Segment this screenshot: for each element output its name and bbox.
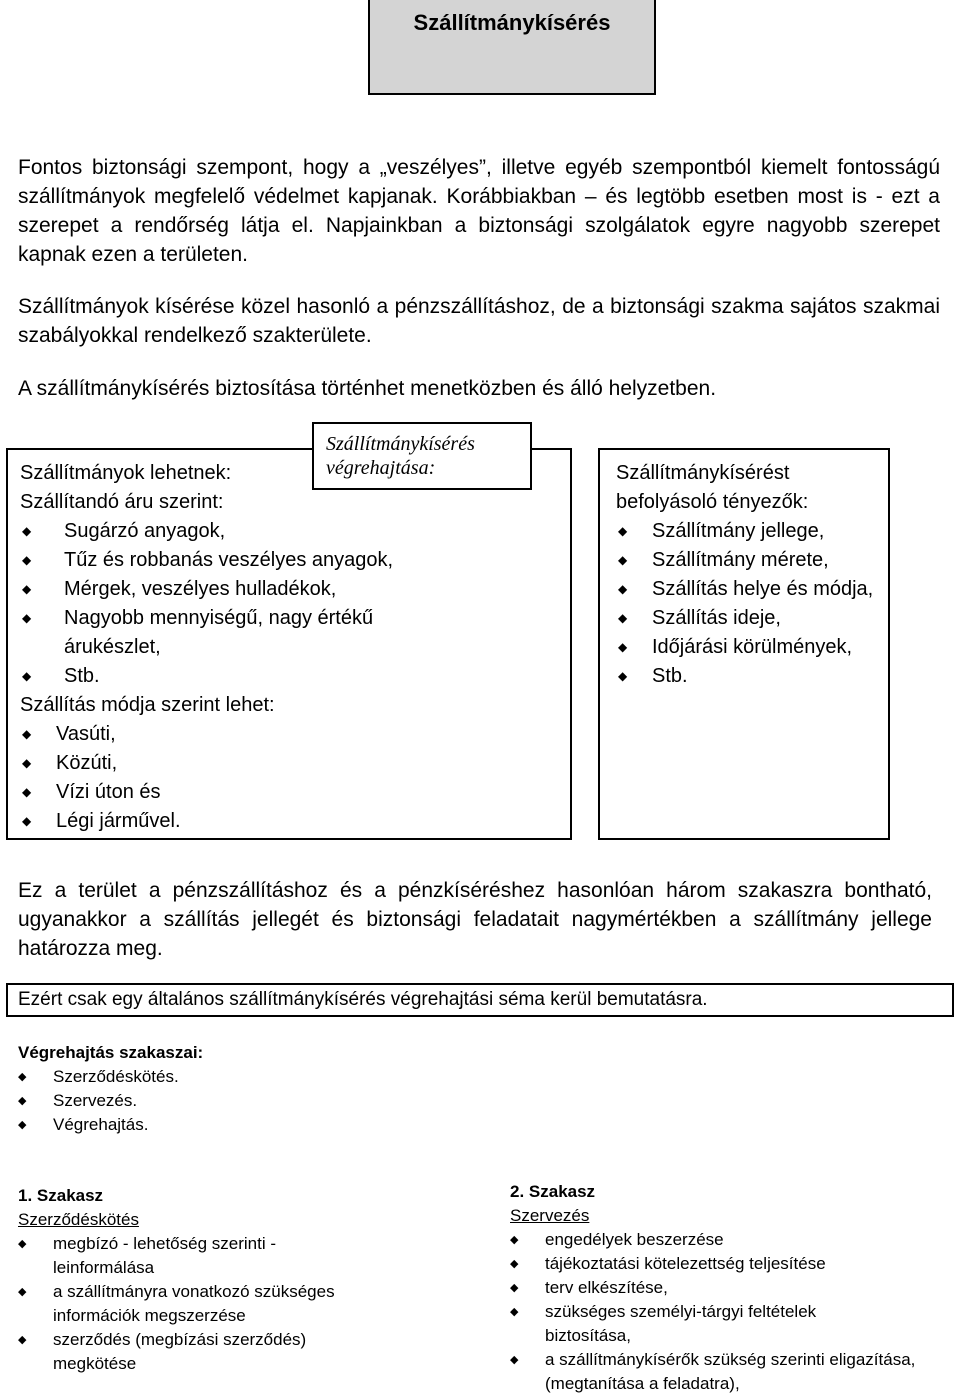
list-item: ◆ Nagyobb mennyiségű, nagy értékű árukészlet,	[20, 604, 464, 662]
list-item: ◆ Szállítmány mérete,	[616, 546, 878, 575]
boxed-note: Ezért csak egy általános szállítmánykísérés végrehajtási séma kerül bemutatásra.	[6, 983, 954, 1017]
intro-paragraph-2: Szállítmányok kísérése közel hasonló a pénzszállításhoz, de a biztonsági szakma sajátos szakmai szabályokkal rendelkező szakterülete.	[18, 295, 940, 347]
list-item: ◆ Stb.	[20, 662, 570, 691]
execution-label-box	[312, 422, 532, 490]
left-box-subheading-mode: Szállítás módja szerint lehet:	[20, 694, 275, 716]
list-item: ◆ Szállítás helye és módja,	[616, 575, 878, 604]
page-title: Szállítmánykísérés	[413, 10, 611, 35]
list-item: ◆ Légi járművel.	[20, 807, 570, 836]
left-box-subheading-goods: Szállítandó áru szerint:	[20, 491, 224, 513]
list-item: ◆ engedélyek beszerzése	[510, 1228, 950, 1252]
list-item: ◆ Végrehajtás.	[18, 1113, 203, 1137]
phases-block	[18, 1041, 203, 1137]
stage-2-title: 2. Szakasz	[510, 1182, 596, 1201]
list-item: ◆ tájékoztatási kötelezettség teljesítése	[510, 1252, 950, 1276]
stage-1-block	[18, 1184, 438, 1376]
list-item: ◆ szerződés (megbízási szerződés) megkötése	[18, 1328, 383, 1376]
list-item: ◆ Közúti,	[20, 749, 570, 778]
list-item: ◆ Vasúti,	[20, 720, 570, 749]
list-item: ◆ Vízi úton és	[20, 778, 570, 807]
list-item: ◆ Szállítmány jellege,	[616, 517, 878, 546]
transport-types-box	[6, 448, 572, 840]
stage-1-title: 1. Szakasz	[18, 1186, 104, 1205]
list-item: ◆ Szervezés.	[18, 1089, 203, 1113]
stage-2-subtitle: Szervezés	[510, 1206, 590, 1225]
list-item: ◆ Sugárzó anyagok,	[20, 517, 570, 546]
list-item: ◆ Mérgek, veszélyes hulladékok,	[20, 575, 570, 604]
list-item: ◆ szükséges személyi-tárgyi feltételek biztosítása,	[510, 1300, 885, 1348]
list-item: ◆ Szerződéskötés.	[18, 1065, 203, 1089]
list-item: ◆ a szállítmányra vonatkozó szükséges információk megszerzése	[18, 1280, 413, 1328]
execution-label-line1: Szállítmánykísérés	[326, 433, 475, 455]
execution-label-line2: végrehajtása:	[326, 457, 436, 479]
factors-box	[598, 448, 890, 840]
left-box-heading: Szállítmányok lehetnek:	[20, 462, 232, 484]
phases-heading: Végrehajtás szakaszai:	[18, 1043, 204, 1062]
list-item: ◆ terv elkészítése,	[510, 1276, 950, 1300]
intro-paragraph-1: Fontos biztonsági szempont, hogy a „veszélyes”, illetve egyéb szempontból kiemelt fontosságú szállítmányok megfelelő védelmet kapjanak. Korábbiakban – és legtöbb esetben most is - ezt a szerepet a rendőrség látja el. Napjainkban a biztonsági szolgálatok egyre nagyobb szerepet kapnak ezen a területen.	[18, 156, 940, 266]
right-box-heading: Szállítmánykísérést befolyásoló tényezők:	[616, 462, 809, 513]
middle-paragraph: Ez a terület a pénzszállításhoz és a pénzkíséréshez hasonlóan három szakaszra bontható, ugyanakkor a szállítás jellegét és biztonsági feladatait nagymértékben a szállítmány jellege határozza meg.	[18, 879, 932, 960]
list-item: ◆ Szállítás ideje,	[616, 604, 878, 633]
list-item: ◆ a szállítmánykísérők szükség szerinti eligazítása, (megtanítása a feladatra),	[510, 1348, 925, 1396]
intro-paragraph-3: A szállítmánykísérés biztosítása történhet menetközben és álló helyzetben.	[18, 377, 717, 400]
list-item: ◆ megbízó - lehetőség szerinti - leinformálása	[18, 1232, 343, 1280]
title-box	[368, 0, 656, 95]
stage-2-block	[510, 1180, 950, 1396]
list-item: ◆ Stb.	[616, 662, 878, 691]
stage-1-subtitle: Szerződéskötés	[18, 1210, 139, 1229]
list-item: ◆ Tűz és robbanás veszélyes anyagok,	[20, 546, 570, 575]
list-item: ◆ Időjárási körülmények,	[616, 633, 878, 662]
